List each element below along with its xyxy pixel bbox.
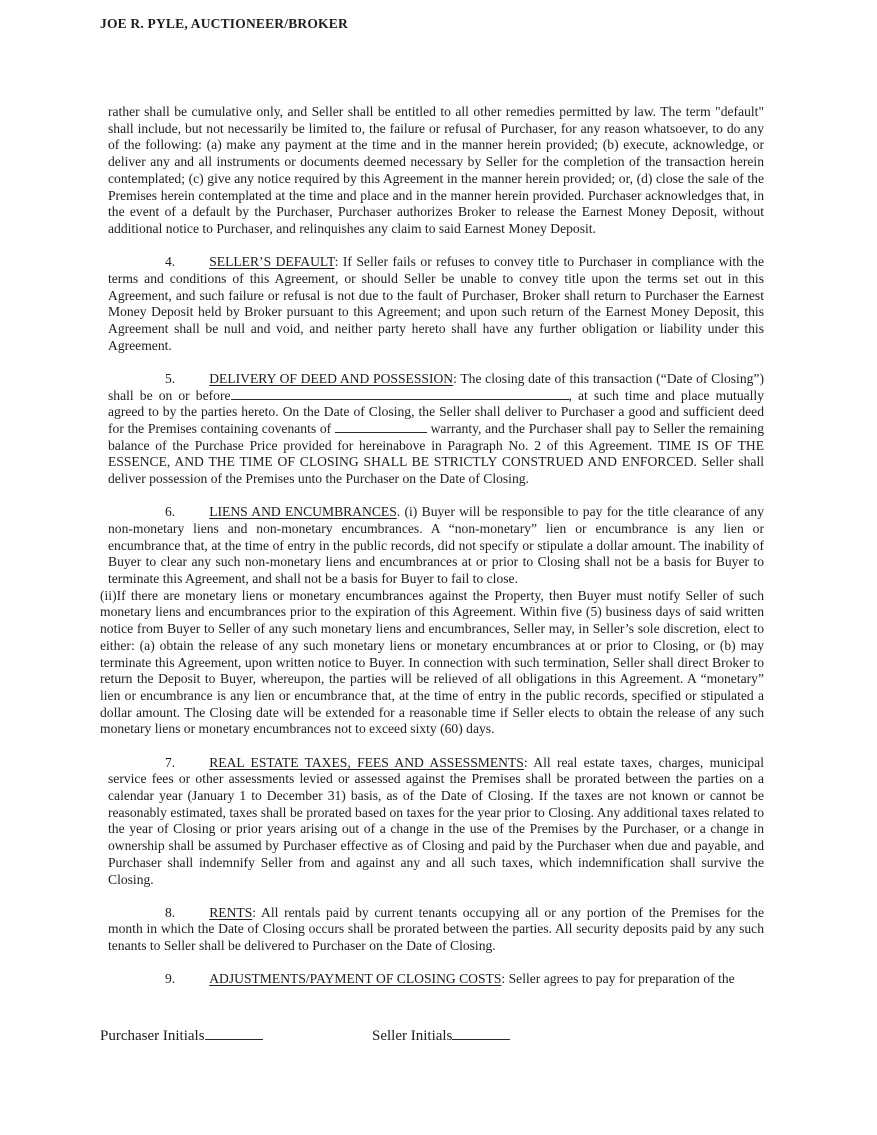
section-heading: RENTS	[209, 904, 253, 920]
fill-in-blank	[231, 399, 569, 400]
contract-section-paragraph: 7. REAL ESTATE TAXES, FEES AND ASSESSMENTS: All real estate taxes, charges, municipal service fees or other assessments levied or assessed against the Premises shall be prorated between the parties on a calendar year (January 1 to December 31) basis, as of the Date of Closing. If the taxes are not known or cannot be reasonably estimated, taxes shall be prorated based on taxes for the year prior to Closing. Any additional taxes related to the year of Closing or prior years arising out of a change in the use of the Premises by the Purchaser, or a change in ownership shall be assumed by Purchaser effective as of Closing and paid by the Purchaser when due and payable, and Purchaser shall indemnify Seller from and against any and all such taxes, which indemnification shall survive the Closing.	[108, 754, 764, 887]
section-number: 7.	[165, 754, 176, 770]
section-number: 9.	[165, 971, 176, 987]
contract-section-paragraph: 6. LIENS AND ENCUMBRANCES. (i) Buyer will be responsible to pay for the title clearance of any non-monetary liens and non-monetary encumbrances. A “non-monetary” lien or encumbrance is any lien or encumbrance that, at the time of entry in the public records, did not specify or stipulate a dollar amount. The inability of Buyer to clear any such non-monetary liens and encumbrances at or prior to Closing shall not be a basis for Buyer to terminate this Agreement, and shall not be a basis for Buyer to fail to close.	[108, 504, 765, 587]
fill-in-blank	[335, 432, 427, 433]
section-heading: DELIVERY OF DEED AND POSSESSION	[209, 370, 454, 386]
section-number: 6.	[165, 504, 176, 520]
initials-footer	[100, 1028, 510, 1045]
contract-paragraph: (ii)If there are monetary liens or monetary encumbrances against the Property, then Buyer must notify Seller of such monetary liens and encumbrances prior to the expiration of this Agreement. Within five (5) business days of said written notice from Buyer to Seller of any such monetary liens and encumbrances, Seller may, in Seller’s sole discretion, elect to either: (a) obtain the release of any such monetary liens or monetary encumbrances at or prior to Closing, or (b) may terminate this Agreement, upon written notice to Buyer. In connection with such termination, Seller shall direct Broker to return the Deposit to Buyer, whereupon, the parties will be relieved of all obligations in this Agreement. A “monetary” lien or encumbrance is any lien or encumbrance that, at the time of entry in the public records, specified or stipulated a dollar amount. The Closing date will be extended for a reasonable time if Seller elects to obtain the release of any such monetary liens or monetary encumbrances not to exceed sixty (60) days.	[100, 587, 764, 737]
section-heading: SELLER’S DEFAULT	[209, 254, 335, 270]
contract-section-paragraph: 5. DELIVERY OF DEED AND POSSESSION: The closing date of this transaction (“Date of Closing”) shall be on or before , at such time and place mutually agreed to by the parties hereto. On the Date of Closing, the Seller shall deliver to Purchaser a good and sufficient deed for the Premises containing covenants of warranty, and the Purchaser shall pay to Seller the remaining balance of the Purchase Price provided for hereinabove in Paragraph No. 2 of this Agreement. TIME IS OF THE ESSENCE, AND THE TIME OF CLOSING SHALL BE STRICTLY CONSTRUED AND ENFORCED. Seller shall deliver possession of the Premises unto the Purchaser on the Date of Closing.	[108, 370, 764, 487]
purchaser-initials-blank	[205, 1039, 263, 1040]
section-heading: REAL ESTATE TAXES, FEES AND ASSESSMENTS	[209, 754, 524, 770]
purchaser-initials-group	[100, 1028, 372, 1045]
section-number: 4.	[165, 254, 176, 270]
contract-paragraph: rather shall be cumulative only, and Seller shall be entitled to all other remedies permitted by law. The term "default" shall include, but not necessarily be limited to, the failure or refusal of Purchaser, for any reason whatsoever, to do any of the following: (a) make any payment at the time and in the manner herein provided; (b) execute, acknowledge, or deliver any and all instruments or documents deemed necessary by Seller for the completion of the transaction herein contemplated; (c) give any notice required by this Agreement in the manner herein provided; or, (d) close the sale of the Premises herein contemplated at the time and place and in the manner herein provided. Purchaser acknowledges that, in the event of a default by the Purchaser, Purchaser authorizes Broker to release the Earnest Money Deposit, without additional notice to Purchaser, and relinquishes any claim to said Earnest Money Deposit.	[108, 104, 764, 236]
section-heading: LIENS AND ENCUMBRANCES	[209, 504, 397, 520]
seller-initials-blank	[452, 1039, 510, 1040]
document-body	[100, 104, 765, 988]
contract-section-paragraph: 8. RENTS: All rentals paid by current tenants occupying all or any portion of the Premises for the month in which the Date of Closing occurs shall be prorated between the parties. All security deposits paid by any such tenants to Seller shall be delivered to Purchaser on the Date of Closing.	[108, 904, 764, 954]
section-heading: ADJUSTMENTS/PAYMENT OF CLOSING COSTS	[209, 971, 502, 987]
purchaser-initials-label: Purchaser Initials	[100, 1028, 205, 1044]
section-number: 5.	[165, 370, 176, 386]
page-header-broker-name: JOE R. PYLE, AUCTIONEER/BROKER	[100, 16, 348, 31]
contract-section-paragraph: 9. ADJUSTMENTS/PAYMENT OF CLOSING COSTS: Seller agrees to pay for preparation of the	[165, 971, 735, 987]
section-number: 8.	[165, 904, 176, 920]
seller-initials-label: Seller Initials	[372, 1028, 453, 1044]
seller-initials-group	[372, 1028, 510, 1045]
contract-section-paragraph: 4. SELLER’S DEFAULT: If Seller fails or refuses to convey title to Purchaser in compliance with the terms and conditions of this Agreement, or should Seller be unable to convey title upon the terms set out in this Agreement, and such failure or refusal is not due to the fault of Purchaser, Broker shall return to Purchaser the Earnest Money Deposit held by Broker pursuant to this Agreement; and upon such return of the Earnest Money Deposit, this Agreement shall be null and void, and neither party hereto shall have any further obligation or liability under this Agreement.	[108, 254, 764, 353]
